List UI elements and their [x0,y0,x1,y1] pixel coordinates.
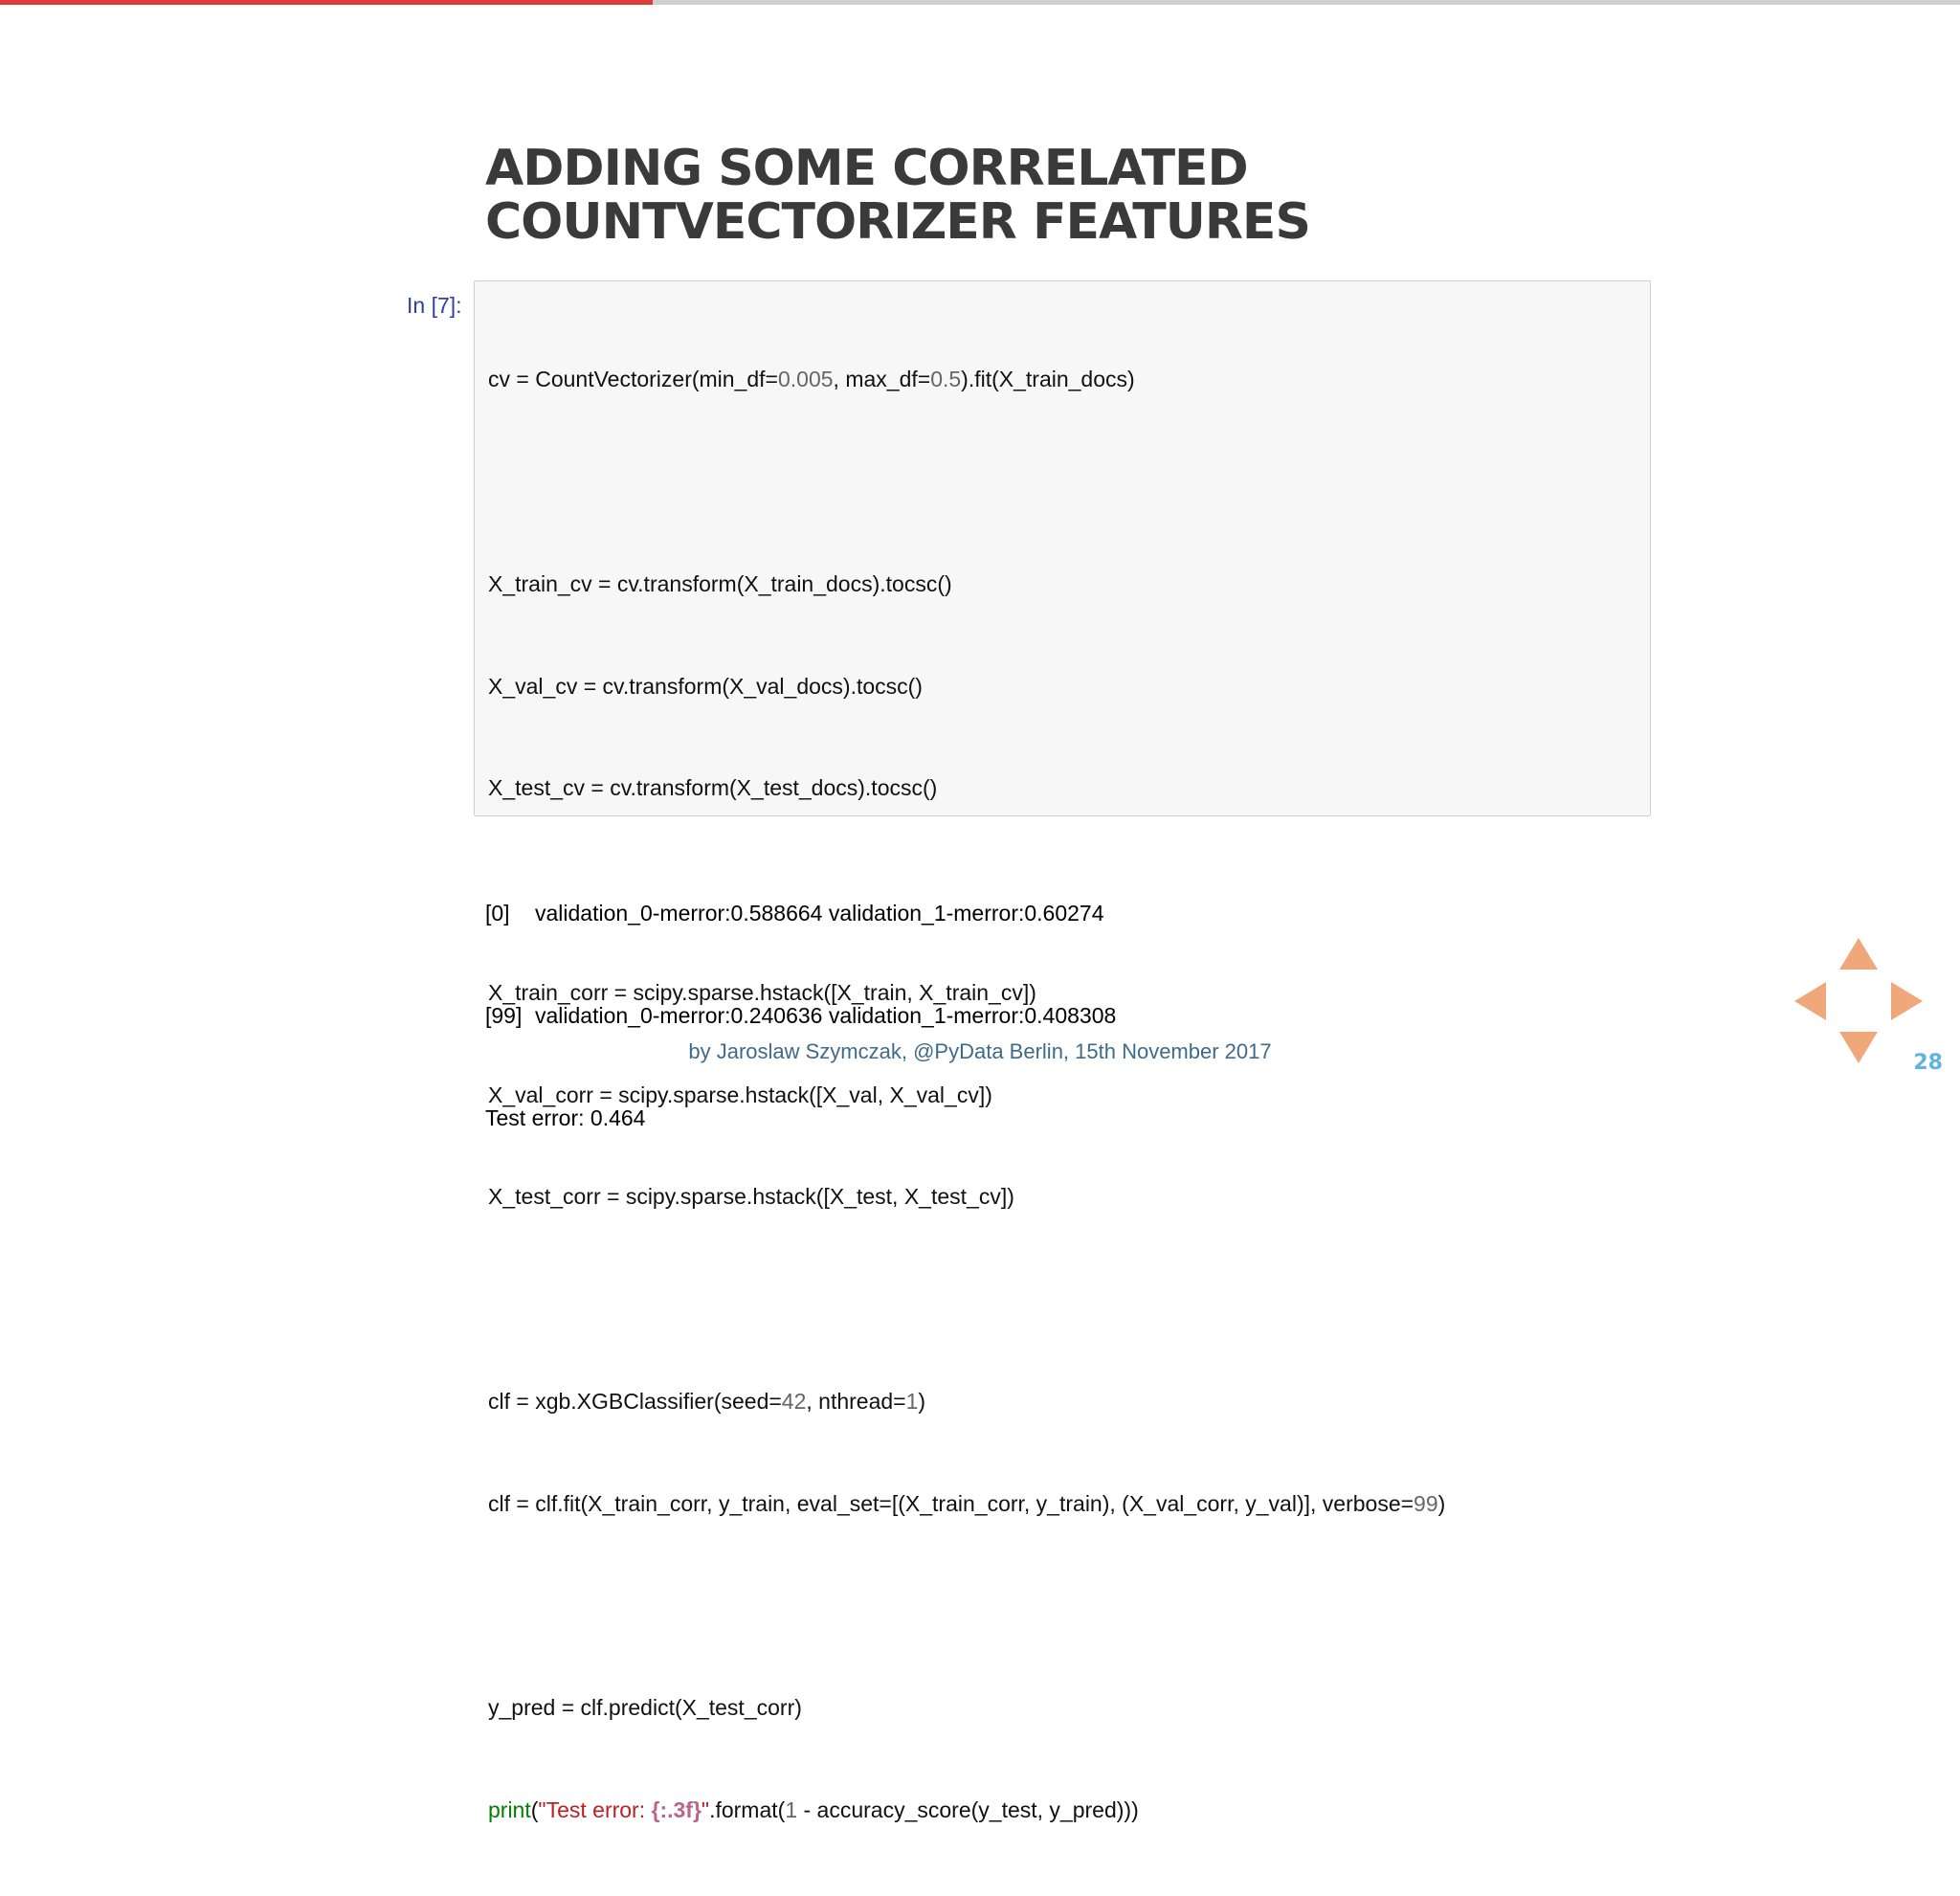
output-line [485,999,1116,1034]
code-number: 1 [785,1797,798,1823]
code-line [488,363,1445,397]
code-number: 0.005 [777,367,834,392]
code-line-blank [488,1590,1445,1624]
code-number: 42 [781,1389,807,1414]
code-text: , max_df= [833,367,931,392]
code-text: .format( [709,1797,786,1823]
output-line [485,897,1116,931]
code-line: X_test_corr = scipy.sparse.hstack([X_test, X_test_cv]) [488,1184,1014,1210]
code-number: 1 [905,1389,919,1414]
code-number: 99 [1414,1490,1438,1516]
code-line [488,1385,1445,1419]
nav-right-arrow-icon[interactable] [1891,982,1923,1020]
slide-number: 28 [1913,1051,1943,1075]
code-text: ) [918,1389,926,1414]
nav-up-arrow-icon[interactable] [1839,938,1878,970]
code-text: , nthread= [806,1389,906,1414]
code-number: 0.5 [930,367,962,392]
code-line: y_pred = clf.predict(X_test_corr) [488,1695,802,1721]
output-text: validation_0-merror:0.240636 validation_1-merror:0.408308 [535,1002,1117,1028]
code-text: ) [1437,1490,1446,1516]
cell-output [485,829,1116,1170]
output-iteration-tag: [99] [485,1002,523,1028]
code-line: X_train_cv = cv.transform(X_train_docs).tocsc() [488,570,952,596]
code-text: ).fit(X_train_docs) [961,367,1135,392]
code-builtin: print [488,1797,531,1823]
code-text: ( [530,1797,539,1823]
nav-left-arrow-icon[interactable] [1794,982,1826,1020]
code-line: X_val_cv = cv.transform(X_val_docs).tocsc() [488,673,923,699]
code-text: clf = xgb.XGBClassifier(seed= [488,1389,782,1414]
slide-footer: by Jaroslaw Szymczak, @PyData Berlin, 15th November 2017 [688,1039,1272,1063]
code-line: X_train_corr = scipy.sparse.hstack([X_train, X_train_cv]) [488,979,1036,1005]
slide-title: ADDING SOME CORRELATED COUNTVECTORIZER FEATURES [485,140,1310,251]
cell-prompt: In [7]: [407,293,462,318]
code-line-blank [488,1283,1445,1317]
code-string-interpolation: {:.3f} [651,1797,702,1823]
output-iteration-tag: [0] [485,901,510,926]
nav-down-arrow-icon[interactable] [1839,1032,1878,1063]
code-line: X_test_cv = cv.transform(X_test_docs).tocsc() [488,775,938,801]
output-line [485,1102,1116,1136]
output-text: Test error: 0.464 [485,1104,646,1130]
code-line-blank [488,465,1445,500]
code-line: X_val_corr = scipy.sparse.hstack([X_val, X_val_cv]) [488,1082,992,1107]
code-string: "Test error: [538,1797,652,1823]
code-line [488,1487,1445,1522]
code-line [488,1794,1445,1828]
slide-progress-fill [0,0,653,5]
code-text: clf = clf.fit(X_train_corr, y_train, eval_set=[(X_train_corr, y_train), (X_val_corr, y_val)], verbose= [488,1490,1414,1516]
code-text: cv = CountVectorizer(min_df= [488,367,778,392]
output-text: validation_0-merror:0.588664 validation_1-merror:0.60274 [535,901,1104,926]
code-text: - accuracy_score(y_test, y_pred))) [797,1797,1139,1823]
code-string: " [701,1797,710,1823]
slide-progress-bar [0,0,1960,5]
